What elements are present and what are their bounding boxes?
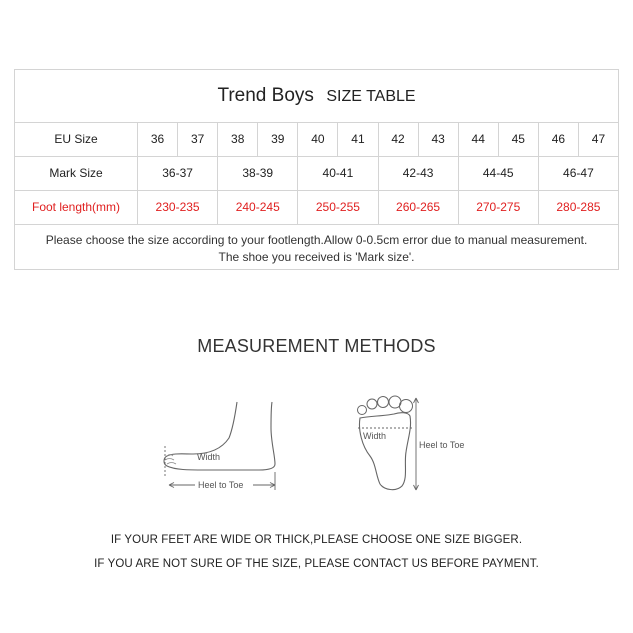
eu-size-label: EU Size	[54, 132, 98, 146]
table-subtitle: SIZE TABLE	[326, 88, 416, 105]
sole-length-label: Heel to Toe	[419, 440, 465, 450]
foot-length-cell: 260-265	[378, 191, 458, 224]
eu-size-cell: 41	[337, 123, 377, 156]
foot-length-label: Foot length(mm)	[31, 200, 121, 214]
mark-size-cell: 38-39	[217, 157, 297, 190]
mark-size-label: Mark Size	[49, 166, 103, 180]
size-note-line1: Please choose the size according to your footlength.Allow 0-0.5cm error due to manual measurement.	[45, 233, 588, 247]
eu-size-cell: 46	[538, 123, 578, 156]
eu-size-cell: 39	[257, 123, 297, 156]
side-length-label: Heel to Toe	[198, 480, 244, 490]
size-note	[15, 224, 618, 266]
mark-size-cell: 42-43	[378, 157, 458, 190]
eu-size-cell: 44	[458, 123, 498, 156]
eu-size-cell: 40	[297, 123, 337, 156]
mark-size-cell: 36-37	[137, 157, 217, 190]
eu-size-row	[15, 123, 618, 157]
sole-outline	[359, 413, 410, 490]
eu-size-cell: 36	[137, 123, 177, 156]
sole-width-label: Width	[363, 431, 387, 441]
table-title: Trend Boys	[217, 85, 314, 106]
foot-length-row	[15, 191, 618, 225]
eu-size-cell: 42	[378, 123, 418, 156]
foot-length-cell: 280-285	[538, 191, 618, 224]
foot-length-cell: 250-255	[297, 191, 377, 224]
sole-foot-illustration	[350, 390, 480, 495]
foot-length-cell: 270-275	[458, 191, 538, 224]
size-note-line2: The shoe you received is 'Mark size'.	[218, 250, 415, 264]
mark-size-row	[15, 157, 618, 191]
eu-size-cell: 43	[418, 123, 458, 156]
footer-line1: IF YOUR FEET ARE WIDE OR THICK,PLEASE CHOOSE ONE SIZE BIGGER.	[110, 534, 523, 546]
mark-size-cell: 46-47	[538, 157, 618, 190]
table-title-row	[15, 70, 618, 123]
size-table	[14, 69, 619, 270]
eu-size-cell: 47	[578, 123, 618, 156]
mark-size-cell: 44-45	[458, 157, 538, 190]
eu-size-cell: 45	[498, 123, 538, 156]
footer-line2: IF YOU ARE NOT SURE OF THE SIZE, PLEASE CONTACT US BEFORE PAYMENT.	[94, 558, 539, 570]
mark-size-cell: 40-41	[297, 157, 377, 190]
eu-size-cell: 38	[217, 123, 257, 156]
foot-length-cell: 230-235	[137, 191, 217, 224]
foot-length-cell: 240-245	[217, 191, 297, 224]
measurement-heading: MEASUREMENT METHODS	[197, 336, 436, 356]
side-foot-illustration	[155, 398, 295, 498]
side-width-label: Width	[197, 452, 221, 462]
eu-size-cell: 37	[177, 123, 217, 156]
